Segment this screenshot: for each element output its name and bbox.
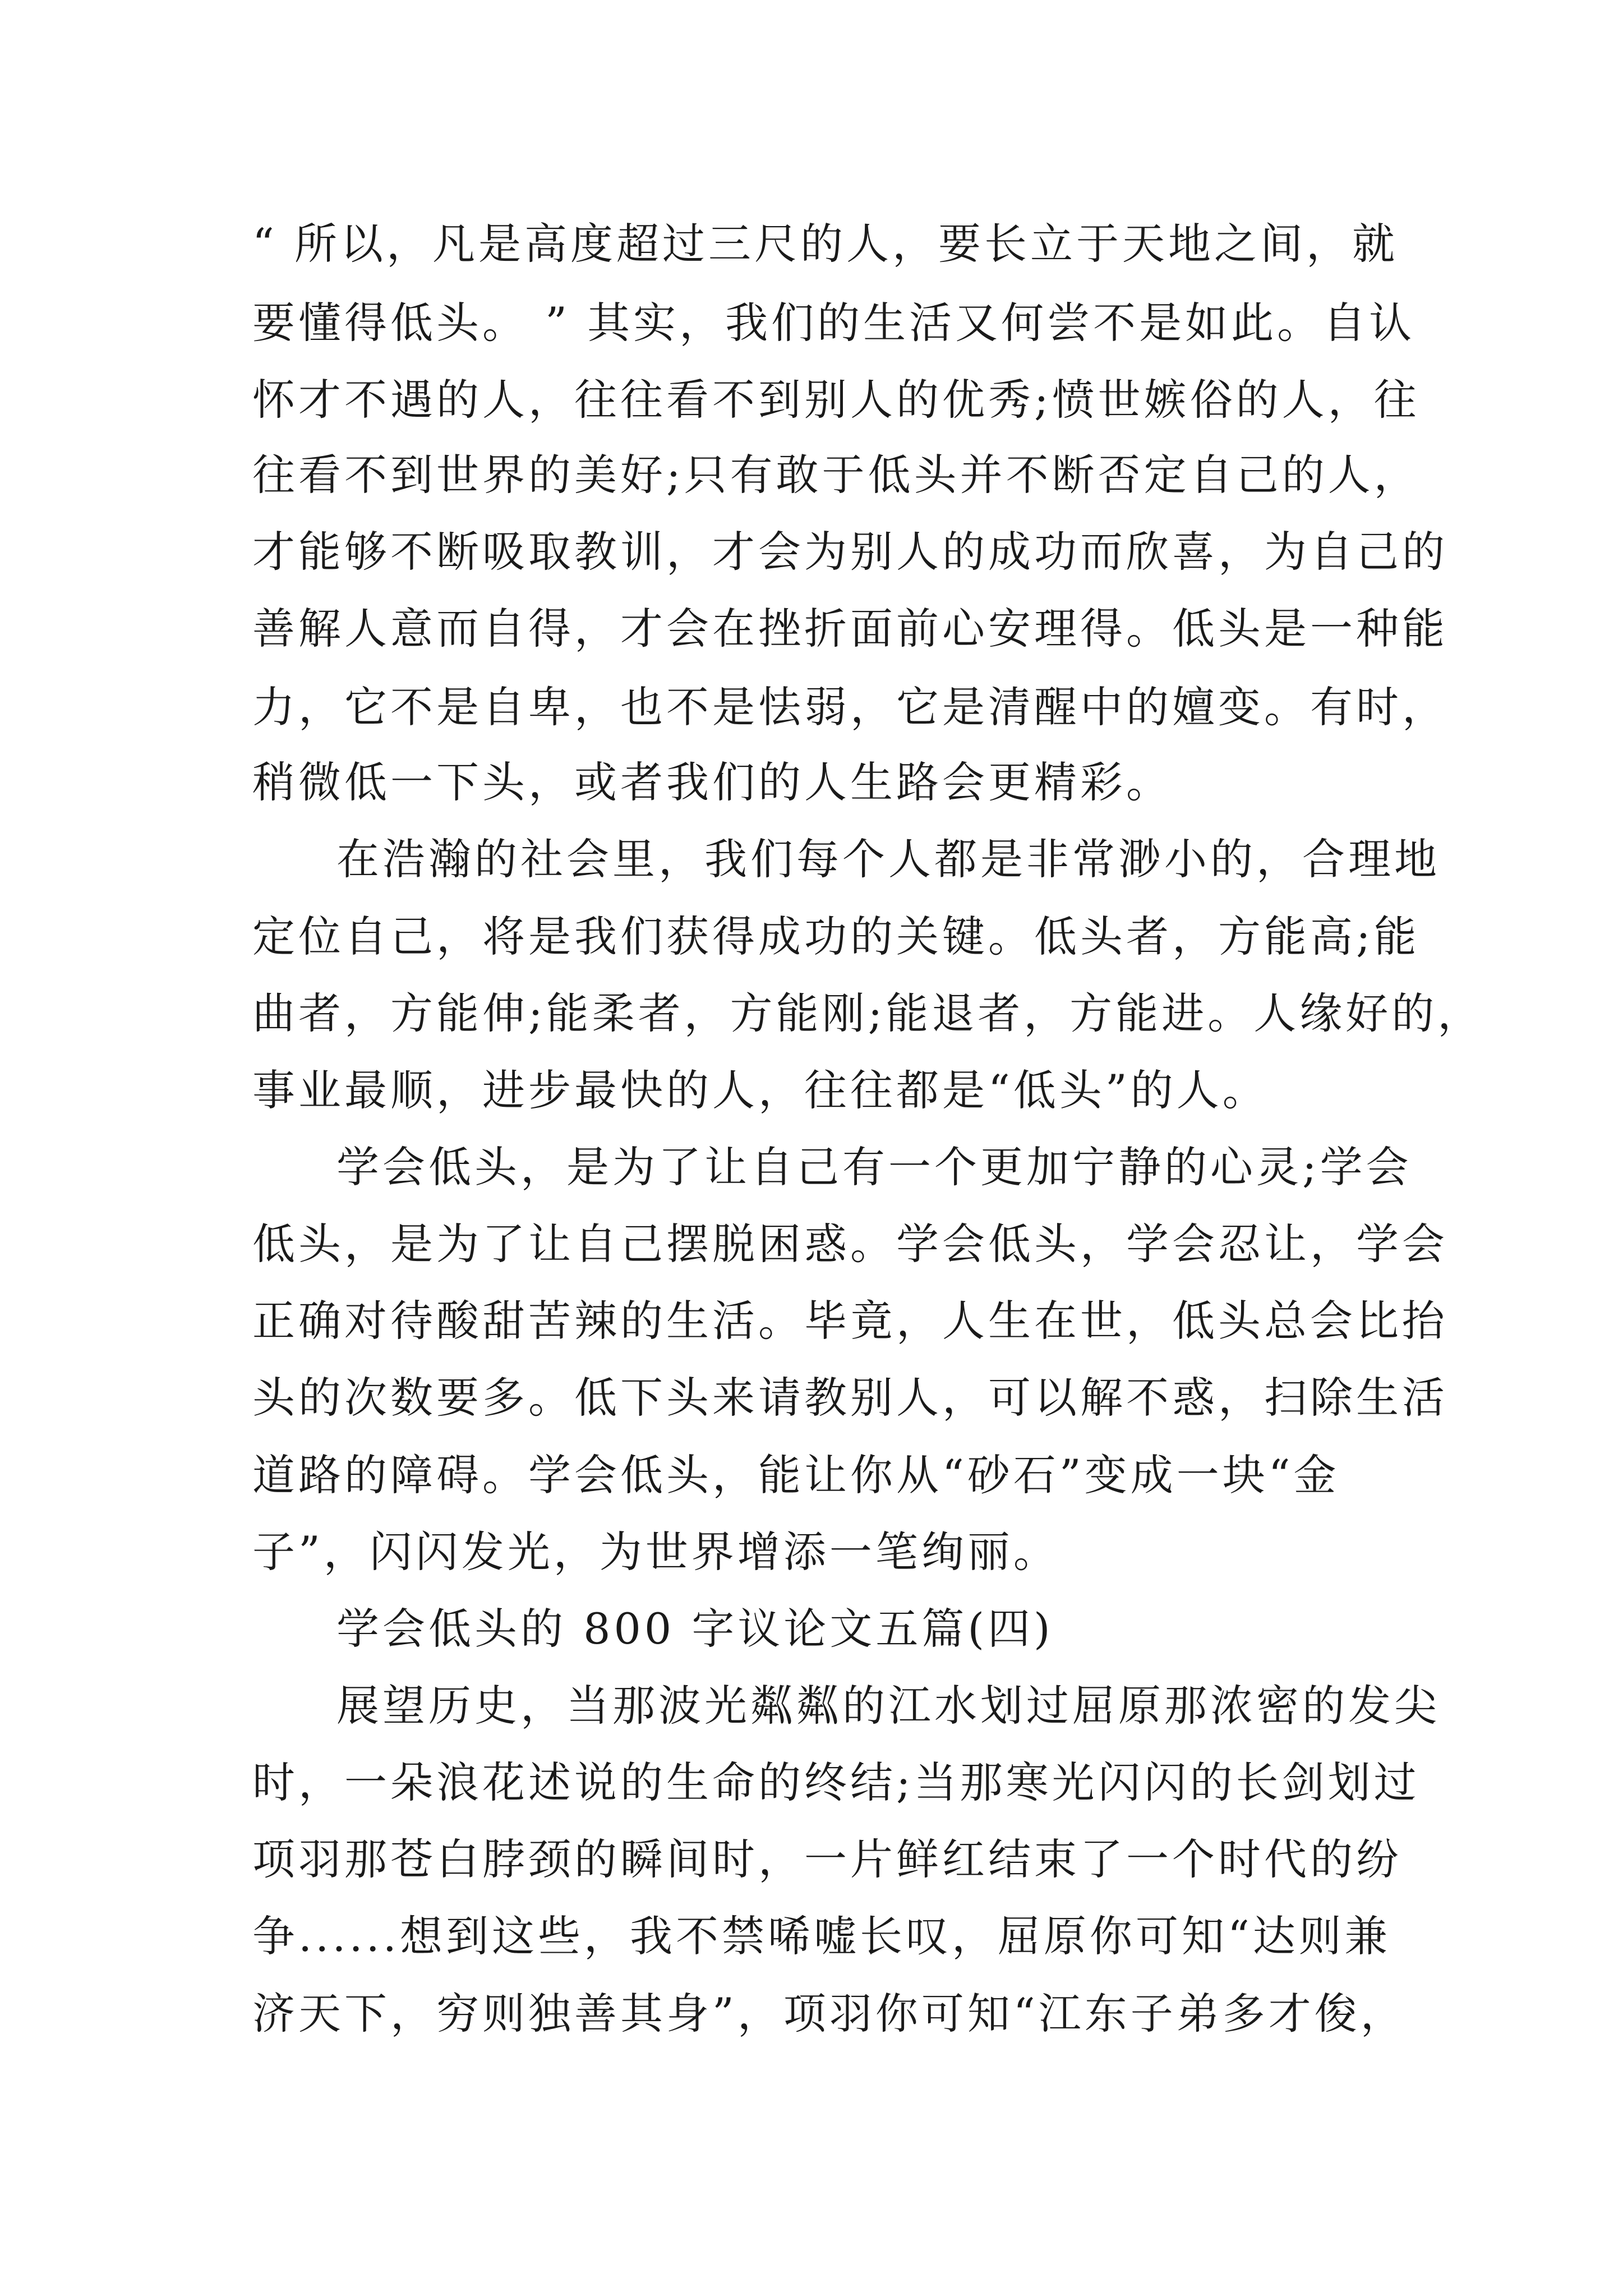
text-line: 往看不到世界的美好;只有敢于低头并不断否定自己的人，	[252, 450, 1420, 500]
text-line: 子”，闪闪发光，为世界增添一笔绚丽。	[252, 1527, 1059, 1577]
text-line: “ 所以，凡是高度超过三尺的人，要长立于天地之间，就	[252, 219, 1399, 269]
text-line: 争......想到这些，我不禁唏嘘长叹，屈原你可知“达则兼	[252, 1911, 1391, 1961]
text-line: 正确对待酸甜苦辣的生活。毕竟，人生在世，低头总会比抬	[252, 1296, 1448, 1346]
text-line: 低头，是为了让自己摆脱困惑。学会低头，学会忍让，学会	[252, 1219, 1448, 1269]
paragraph-first-line: 学会低头，是为了让自己有一个更加宁静的心灵;学会	[336, 1142, 1412, 1192]
text-line: 项羽那苍白脖颈的瞬间时，一片鲜红结束了一个时代的纷	[252, 1834, 1402, 1884]
text-line: 稍微低一下头，或者我们的人生路会更精彩。	[252, 757, 1172, 807]
section-heading: 学会低头的 800 字议论文五篇(四)	[336, 1604, 1054, 1654]
text-line: 怀才不遇的人，往往看不到别人的优秀;愤世嫉俗的人，往	[252, 375, 1420, 425]
text-line: 事业最顺，进步最快的人，往往都是“低头”的人。	[252, 1065, 1269, 1115]
text-line: 济天下，穷则独善其身”，项羽你可知“江东子弟多才俊，	[252, 1989, 1407, 2039]
text-line: 力，它不是自卑，也不是怯弱，它是清醒中的嬗变。有时，	[252, 682, 1448, 732]
text-line: 道路的障碍。学会低头，能让你从“砂石”变成一块“金	[252, 1450, 1340, 1500]
text-line: 曲者，方能伸;能柔者，方能刚;能退者，方能进。人缘好的，	[252, 988, 1484, 1038]
paragraph-first-line: 在浩瀚的社会里，我们每个人都是非常渺小的，合理地	[336, 834, 1440, 884]
text-line: 定位自己，将是我们获得成功的关键。低头者，方能高;能	[252, 912, 1420, 961]
text-line: 才能够不断吸取教训，才会为别人的成功而欣喜，为自己的	[252, 527, 1448, 577]
paragraph-first-line: 展望历史，当那波光粼粼的江水划过屈原那浓密的发尖	[336, 1681, 1440, 1731]
text-line: 善解人意而自得，才会在挫折面前心安理得。低头是一种能	[252, 604, 1448, 654]
text-line: 时，一朵浪花述说的生命的终结;当那寒光闪闪的长剑划过	[252, 1757, 1420, 1807]
text-line: 头的次数要多。低下头来请教别人，可以解不惑，扫除生活	[252, 1373, 1448, 1423]
text-line: 要懂得低头。 ” 其实，我们的生活又何尝不是如此。自认	[252, 298, 1415, 348]
